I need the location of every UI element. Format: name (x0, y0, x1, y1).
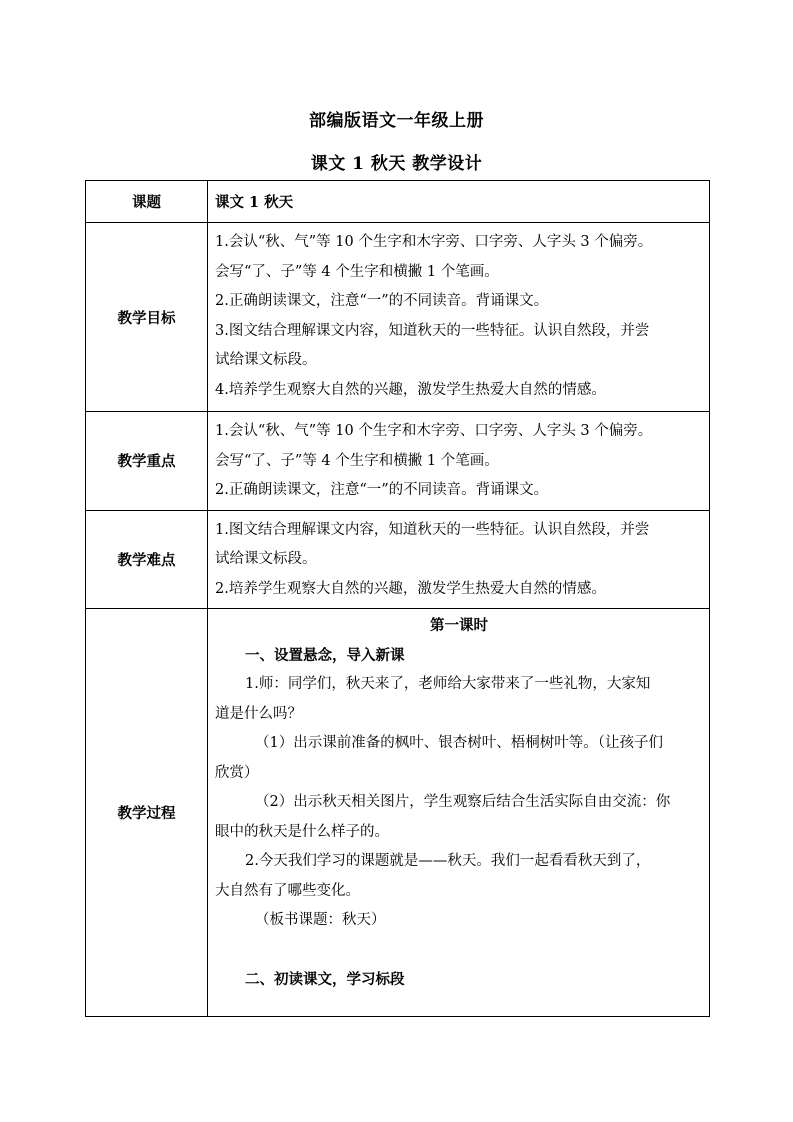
key-points-line: 1.会认“秋、气”等 10 个生字和木字旁、口字旁、人字头 3 个偏旁。 (215, 423, 653, 439)
table-row-difficulties (86, 510, 710, 609)
key-points-line: 会写“了、子”等 4 个生字和横撇 1 个笔画。 (215, 452, 499, 469)
goals-line: 2.正确朗读课文，注意“一”的不同读音。背诵课文。 (215, 293, 549, 309)
key-points-content (208, 412, 710, 511)
process-line: 眼中的秋天是什么样子的。 (215, 823, 389, 840)
label-key-points: 教学重点 (86, 412, 208, 511)
section-heading: 一、设置悬念，导入新课 (245, 646, 405, 664)
process-line: 大自然有了哪些变化。 (215, 882, 360, 899)
goals-line: 会写“了、子”等 4 个生字和横撇 1 个笔画。 (215, 263, 499, 280)
document-subtitle: 课文 1 秋天 教学设计 (310, 154, 483, 174)
label-topic: 课题 (86, 181, 208, 223)
document-title: 部编版语文一年级上册 (309, 111, 484, 131)
goals-line: 4.培养学生观察大自然的兴趣，激发学生热爱大自然的情感。 (215, 381, 606, 398)
blank-line (215, 936, 703, 965)
difficulties-line: 2.培养学生观察大自然的兴趣，激发学生热爱大自然的情感。 (215, 580, 606, 597)
process-line: （2）出示秋天相关图片，学生观察后结合生活实际自由交流：你 (255, 794, 671, 810)
goals-line: 3.图文结合理解课文内容，知道秋天的一些特征。认识自然段，并尝 (215, 322, 650, 339)
process-content (208, 609, 710, 1017)
goals-line: 1.会认“秋、气”等 10 个生字和木字旁、口字旁、人字头 3 个偏旁。 (215, 234, 653, 250)
process-line: （1）出示课前准备的枫叶、银杏树叶、梧桐树叶等。（让孩子们 (255, 735, 663, 751)
lesson-heading: 第一课时 (430, 617, 488, 634)
process-line: 欣赏） (215, 764, 259, 781)
difficulties-line: 1.图文结合理解课文内容，知道秋天的一些特征。认识自然段，并尝 (215, 521, 650, 538)
difficulties-line: 试给课文标段。 (215, 551, 317, 567)
label-goals: 教学目标 (86, 223, 208, 412)
process-line: 道是什么吗？ (215, 705, 302, 722)
table-row-process (86, 609, 710, 1017)
label-difficulties: 教学难点 (86, 510, 208, 609)
difficulties-content (208, 510, 710, 609)
process-line: 2.今天我们学习的课题就是——秋天。我们一起看看秋天到了， (245, 853, 651, 869)
table-row-key-points (86, 412, 710, 511)
table-row-goals (86, 223, 710, 412)
label-process: 教学过程 (86, 609, 208, 1017)
value-topic: 课文 1 秋天 (208, 181, 710, 223)
table-row-topic (86, 181, 710, 223)
process-line: 1.师：同学们，秋天来了，老师给大家带来了一些礼物，大家知 (245, 676, 651, 692)
section-heading: 二、初读课文，学习标段 (245, 970, 405, 988)
key-points-line: 2.正确朗读课文，注意“一”的不同读音。背诵课文。 (215, 482, 549, 498)
goals-line: 试给课文标段。 (215, 352, 317, 368)
lesson-plan-table (85, 180, 710, 1017)
goals-content (208, 223, 710, 412)
process-line: （板书课题：秋天） (255, 912, 386, 928)
